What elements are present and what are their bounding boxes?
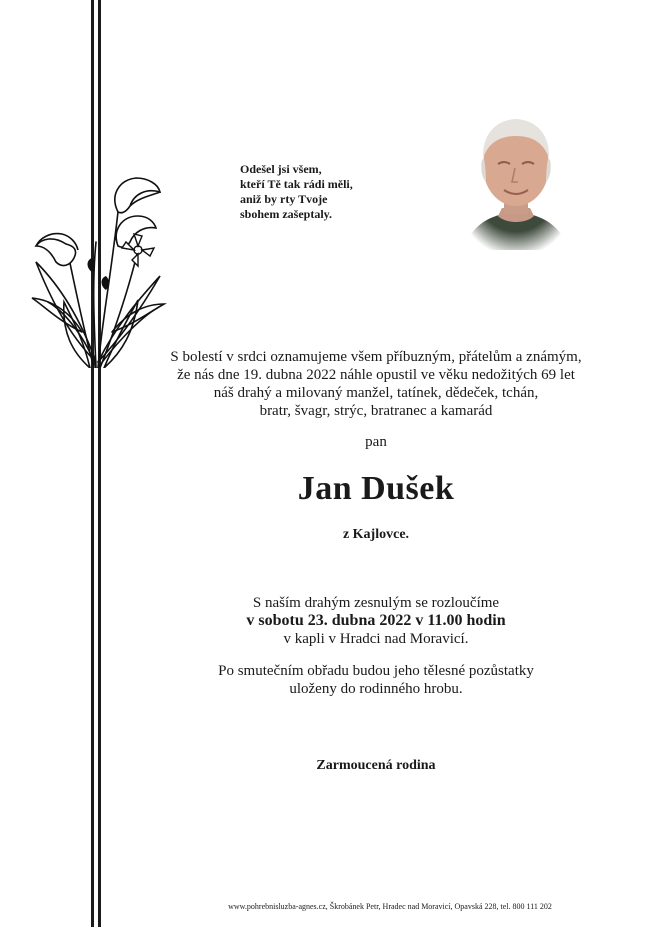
poem-line: Odešel jsi všem, [240,162,322,176]
announcement-line: bratr, švagr, strýc, bratranec a kamarád [259,403,493,419]
vertical-rule-left [91,0,94,927]
announcement-line: náš drahý a milovaný manžel, tatínek, dědeček, tchán, [213,385,539,401]
ceremony-date: v sobotu 23. dubna 2022 v 11.00 hodin [246,612,506,629]
footer-contact: www.pohrebnisluzba-agnes.cz, Škrobánek Petr, Hradec nad Moravicí, Opavská 228, tel. 800 111 202 [228,902,552,911]
burial-line: uloženy do rodinného hrobu. [289,681,463,697]
deceased-origin: z Kajlovce. [342,527,410,542]
signature: Zarmoucená rodina [316,758,436,773]
ceremony-place: v kapli v Hradci nad Moravicí. [283,631,469,647]
poem-line: aniž by rty Tvoje [240,192,328,206]
announcement-line: S bolestí v srdci oznamujeme všem příbuzným, přátelům a známým, [170,349,582,365]
poem [240,162,380,222]
burial-info [120,662,632,698]
announcement-line: že nás dne 19. dubna 2022 náhle opustil ve věku nedožitých 69 let [177,367,575,383]
vertical-rule-right [98,0,101,927]
honorific: pan [365,434,387,450]
portrait-photo [460,108,572,250]
calla-lily-flower-icon [26,172,168,368]
ceremony-line: S naším drahým zesnulým se rozloučíme [252,595,500,611]
burial-line: Po smutečním obřadu budou jeho tělesné pozůstatky [218,663,534,679]
poem-line: kteří Tě tak rádi měli, [240,177,353,191]
ceremony-info [120,594,632,648]
announcement-text [120,348,632,420]
poem-line: sbohem zašeptaly. [240,207,333,221]
deceased-name: Jan Dušek [297,470,455,507]
